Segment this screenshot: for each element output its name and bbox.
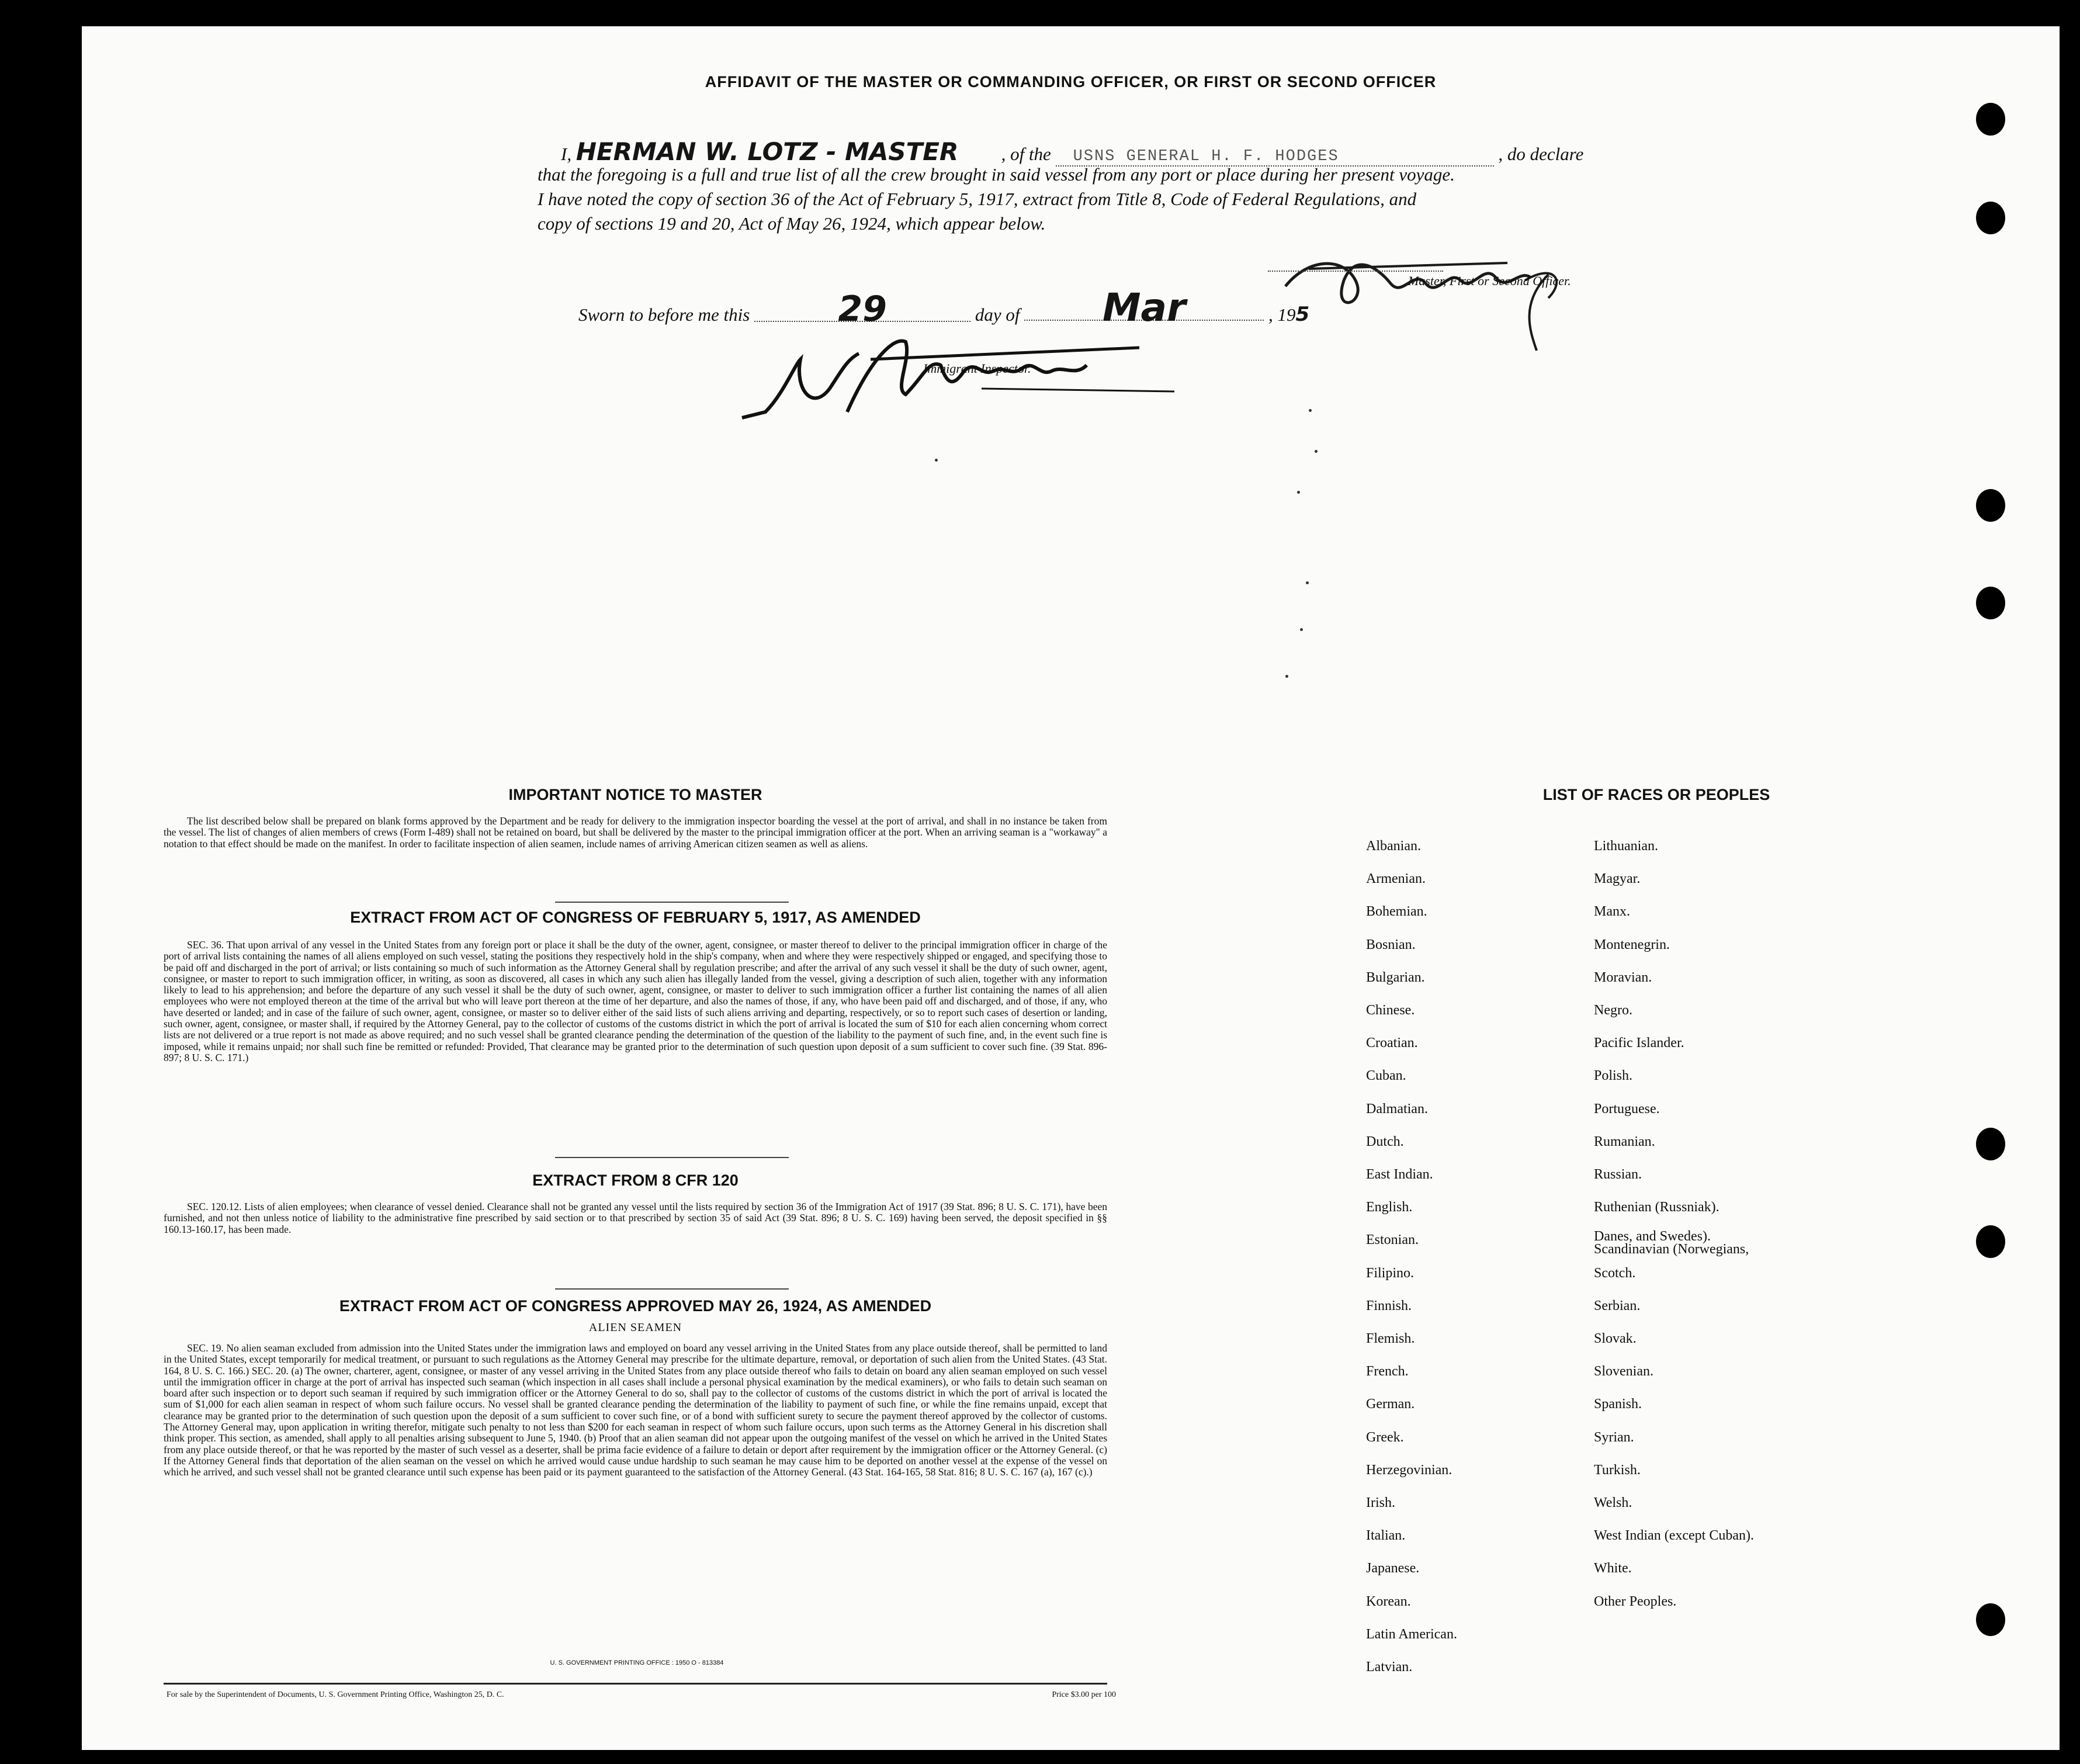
footer-rule — [164, 1683, 1107, 1685]
affidavit-title: AFFIDAVIT OF THE MASTER OR COMMANDING OFFICER, OR FIRST OR SECOND OFFICER — [705, 73, 1437, 91]
race-item: White. — [1594, 1561, 1632, 1576]
race-item: Latin American. — [1366, 1627, 1457, 1642]
race-item: Chinese. — [1366, 1003, 1415, 1018]
extract-1917-text: SEC. 36. That upon arrival of any vessel in the United States from any foreign port or place it shall be the duty of the owner, agent, consignee, or master thereof to deliver to the principal immigration officer in charge of the port of arrival lists containing the names of all aliens employed on such vessel, stating the positions they respectively hold in the ship's company, when and where they were respectively shipped or engaged, and specifying those to be paid off and discharged in the port of arrival; or lists containing so much of such information as the Attorney General shall by regulation prescribe; and after the arrival of any such vessel it shall be the duty of such owner, agent, consignee, or master to report to such immigration officer, in writing, as soon as discovered, all cases in which any such alien has illegally landed from the vessel, giving a description of such alien, together with any information likely to lead to his apprehension; and before the departure of any such vessel it shall be the duty of such owner, agent, consignee, or master to deliver to such immigration officer a further list containing the names of all alien employees who were not employed thereon at the time of the arrival but who will leave port thereon at the time of her departure, and also the names of those, if any, who have been paid off and discharged, and of those, if any, who have deserted or landed; and in case of the failure of such owner, agent, consignee, or master so to deliver either of the said lists of such aliens arriving and departing, respectively, or so to report such cases of desertion or landing, such owner, agent, consignee, or master shall, if required by the Attorney General, pay to the collector of customs of the customs district in which the port of arrival is located the sum of $10 for each alien concerning whom correct lists are not delivered or a true report is not made as above required; and no such vessel shall be granted clearance pending the determination of the question of the liability to the payment of such fine, and, in the event such fine is imposed, while it remains unpaid; nor shall such fine be remitted or refunded: Provided, That clearance may be granted prior to the determination of such question upon deposit of a sum sufficient to cover such fine. (39 Stat. 896-897; 8 U. S. C. 171.) — [164, 939, 1107, 1063]
extract-1917-section — [164, 909, 1107, 1063]
for-sale-note: For sale by the Superintendent of Documents, U. S. Government Printing Office, Washington 25, D. C. — [167, 1690, 504, 1699]
race-item: Flemish. — [1366, 1331, 1415, 1346]
sworn-line — [578, 285, 1310, 330]
master-signature — [1274, 245, 1578, 359]
race-item: Pacific Islander. — [1594, 1035, 1684, 1051]
punch-hole — [1976, 587, 2005, 619]
race-item: German. — [1366, 1396, 1415, 1412]
extract-1917-title: EXTRACT FROM ACT OF CONGRESS OF FEBRUARY 5, 1917, AS AMENDED — [350, 909, 921, 926]
affidavit-line-4: copy of sections 19 and 20, Act of May 26, 1924, which appear below. — [538, 213, 1046, 234]
race-item: Bosnian. — [1366, 937, 1416, 952]
race-item: Bohemian. — [1366, 904, 1427, 919]
race-item: Greek. — [1366, 1430, 1404, 1445]
race-item: Italian. — [1366, 1528, 1406, 1543]
year-suffix-handwritten: 5 — [1295, 303, 1310, 326]
punch-hole — [1976, 1225, 2005, 1258]
affidavit-line-2: that the foregoing is a full and true list of all the crew brought in said vessel from any port or place during her present voyage. — [538, 164, 1455, 185]
punch-hole — [1976, 202, 2005, 234]
race-item: Turkish. — [1594, 1463, 1641, 1478]
punch-hole — [1976, 489, 2005, 522]
important-notice-section — [164, 786, 1107, 850]
printing-office-note: U. S. GOVERNMENT PRINTING OFFICE : 1950 O - 813384 — [550, 1659, 724, 1666]
speck — [935, 459, 938, 462]
speck — [1300, 628, 1303, 631]
master-signature-caption: Master, First or Second Officer. — [1408, 273, 1571, 288]
race-item: Danes, and Swedes). — [1594, 1229, 1711, 1244]
race-item: Estonian. — [1366, 1232, 1419, 1247]
of-the-text: , of the — [1001, 144, 1051, 164]
race-item: English. — [1366, 1200, 1413, 1215]
race-item: Russian. — [1594, 1167, 1642, 1182]
declarant-prefix: I, — [561, 144, 572, 164]
race-item: Welsh. — [1594, 1495, 1632, 1510]
race-item: Korean. — [1366, 1594, 1411, 1609]
race-item: Dutch. — [1366, 1134, 1404, 1149]
race-item: Japanese. — [1366, 1561, 1420, 1576]
extract-8cfr-section — [164, 1172, 1107, 1235]
master-name-handwritten: HERMAN W. LOTZ - MASTER — [576, 137, 959, 166]
race-item: Finnish. — [1366, 1298, 1412, 1314]
master-signature-line — [1268, 271, 1443, 272]
race-item: Serbian. — [1594, 1298, 1641, 1314]
race-item: Filipino. — [1366, 1266, 1415, 1281]
speck — [1309, 409, 1312, 412]
race-item: Scandinavian (Norwegians, — [1594, 1242, 1749, 1257]
race-item: Ruthenian (Russniak). — [1594, 1200, 1720, 1215]
race-item: Lithuanian. — [1594, 838, 1658, 854]
race-item: Croatian. — [1366, 1035, 1418, 1051]
affidavit-line-1 — [561, 137, 1583, 167]
speck — [1306, 581, 1309, 584]
punch-hole — [1976, 1603, 2005, 1636]
vessel-name-typed: USNS GENERAL H. F. HODGES — [1056, 148, 1494, 167]
extract-1924-title: EXTRACT FROM ACT OF CONGRESS APPROVED MAY 26, 1924, AS AMENDED — [339, 1297, 932, 1315]
races-title: LIST OF RACES OR PEOPLES — [1542, 786, 1770, 803]
day-of-text: day of — [975, 304, 1020, 325]
race-item: Spanish. — [1594, 1396, 1642, 1412]
race-item: Manx. — [1594, 904, 1630, 919]
race-item: Bulgarian. — [1366, 970, 1425, 985]
race-item: Polish. — [1594, 1068, 1633, 1083]
important-notice-text: The list described below shall be prepared on blank forms approved by the Department and be ready for delivery to the immigration inspector boarding the vessel at the port of arrival, and shall in no instance be taken from the vessel. The list of changes of alien members of crews (Form I-489) shall not be retained on board, but shall be delivered by the master to the principal immigration officer at the port. When an arriving seaman is a "workaway" a notation to that effect should be made on the manifest. In order to facilitate inspection of alien seamen, include names of arriving American citizen seamen as well as aliens. — [164, 815, 1107, 850]
race-item: French. — [1366, 1364, 1409, 1379]
race-item: Armenian. — [1366, 871, 1426, 886]
race-item: Cuban. — [1366, 1068, 1406, 1083]
punch-hole — [1976, 1128, 2005, 1160]
race-item: Magyar. — [1594, 871, 1641, 886]
speck — [1285, 675, 1288, 678]
extract-1924-text: SEC. 19. No alien seaman excluded from admission into the United States under the immigration laws and employed on board any vessel arriving in the United States from any place outside thereof, shall be permitted to land in the United States, except temporarily for medical treatment, or pursuant to such regulations as the Attorney General may prescribe for the ultimate departure, removal, or deportation of such alien from the United States. (43 Stat. 164, 8 U. S. C. 166.) SEC. 20. (a) The owner, charterer, agent, consignee, or master of any vessel arriving in the United States from any place outside thereof who fails to detain on board any alien seaman employed on such vessel until the immigration officer in charge at the port of arrival has inspected such seaman (which inspection in all cases shall include a personal physical examination by the medical examiners), or who fails to detain such seaman on board after such inspection or to deport such seaman if required by such immigration officer or the Attorney General to do so, shall pay to the collector of customs of the customs district in which the port of arrival is located the sum of $1,000 for each alien seaman in respect of whom such failure occurs. No vessel shall be granted clearance pending the determination of the liability to payment of such fine, or while the fine remains unpaid, except that clearance may be granted prior to the determination of such question upon the deposit of a sum sufficient to cover such fine, or of a bond with sufficient surety to secure the payment thereof approved by the collector of customs. The Attorney General may, upon application in writing therefor, mitigate such penalty to not less than $200 for each seaman in respect of whom such failure occurs, upon such terms as the Attorney General in his discretion shall think proper. This section, as amended, shall apply to all penalties arising subsequent to June 5, 1940. (b) Proof that an alien seaman did not appear upon the outgoing manifest of the vessel on which he arrived in the United States from any place outside thereof, or that he was reported by the master of such vessel as a deserter, shall be prima facie evidence of a failure to detain or deport after requirement by the immigration officer or the Attorney General. (c) If the Attorney General finds that deportation of the alien seaman on the vessel on which he arrived would cause undue hardship to such seaman he may cause him to be deported on another vessel at the expense of the vessel on which he arrived, and such vessel shall not be granted clearance until such expense has been paid or its payment guaranteed to the satisfaction of the Attorney General. (43 Stat. 164-165, 58 Stat. 816; 8 U. S. C. 167 (a), 167 (c).) — [164, 1342, 1107, 1478]
race-item: Slovak. — [1594, 1331, 1637, 1346]
divider — [555, 1157, 789, 1158]
race-item: Moravian. — [1594, 970, 1652, 985]
divider — [555, 902, 789, 903]
extract-1924-section — [164, 1297, 1107, 1478]
price-note: Price $3.00 per 100 — [1052, 1690, 1116, 1699]
document-page — [82, 26, 2060, 1750]
alien-seamen-subtitle: ALIEN SEAMEN — [588, 1321, 682, 1334]
race-item: Albanian. — [1366, 838, 1421, 854]
race-item: Dalmatian. — [1366, 1101, 1428, 1117]
affidavit-line-3: I have noted the copy of section 36 of the Act of February 5, 1917, extract from Title 8, Code of Federal Regulations, and — [538, 189, 1417, 209]
race-item: Latvian. — [1366, 1659, 1413, 1675]
sworn-month-handwritten: Mar — [1024, 296, 1264, 321]
sworn-prefix: Sworn to before me this — [578, 304, 750, 325]
race-item: Herzegovinian. — [1366, 1463, 1452, 1478]
race-item: East Indian. — [1366, 1167, 1433, 1182]
race-item: Montenegrin. — [1594, 937, 1670, 952]
punch-hole — [1976, 103, 2005, 136]
extract-8cfr-text: SEC. 120.12. Lists of alien employees; when clearance of vessel denied. Clearance shall not be granted any vessel until the lists required by section 36 of the Immigration Act of 1917 (39 Stat. 896; 8 U. S. C. 171), have been furnished, and not then unless notice of liability to the administrative fine prescribed by said section or to that prescribed by section 35 of said Act (39 Stat. 896; 8 U. S. C. 169) having been served, the deposit specified in §§ 160.13-160.17, has been made. — [164, 1201, 1107, 1235]
important-notice-title: IMPORTANT NOTICE TO MASTER — [508, 786, 762, 803]
race-item: Syrian. — [1594, 1430, 1634, 1445]
divider — [555, 1288, 789, 1290]
race-item: West Indian (except Cuban). — [1594, 1528, 1754, 1543]
sworn-day-handwritten: 29 — [754, 297, 970, 322]
race-item: Negro. — [1594, 1003, 1632, 1018]
race-item: Rumanian. — [1594, 1134, 1655, 1149]
race-item: Portuguese. — [1594, 1101, 1660, 1117]
inspector-signature — [730, 324, 1174, 432]
extract-8cfr-title: EXTRACT FROM 8 CFR 120 — [532, 1172, 739, 1189]
race-item: Slovenian. — [1594, 1364, 1653, 1379]
race-item: Scotch. — [1594, 1266, 1636, 1281]
speck — [1315, 450, 1318, 453]
year-prefix: , 19 — [1268, 304, 1296, 325]
race-item: Other Peoples. — [1594, 1594, 1677, 1609]
speck — [1297, 491, 1300, 494]
race-item: Irish. — [1366, 1495, 1395, 1510]
do-declare-text: , do declare — [1498, 144, 1584, 164]
inspector-signature-caption: Immigrant Inspector. — [923, 361, 1031, 376]
